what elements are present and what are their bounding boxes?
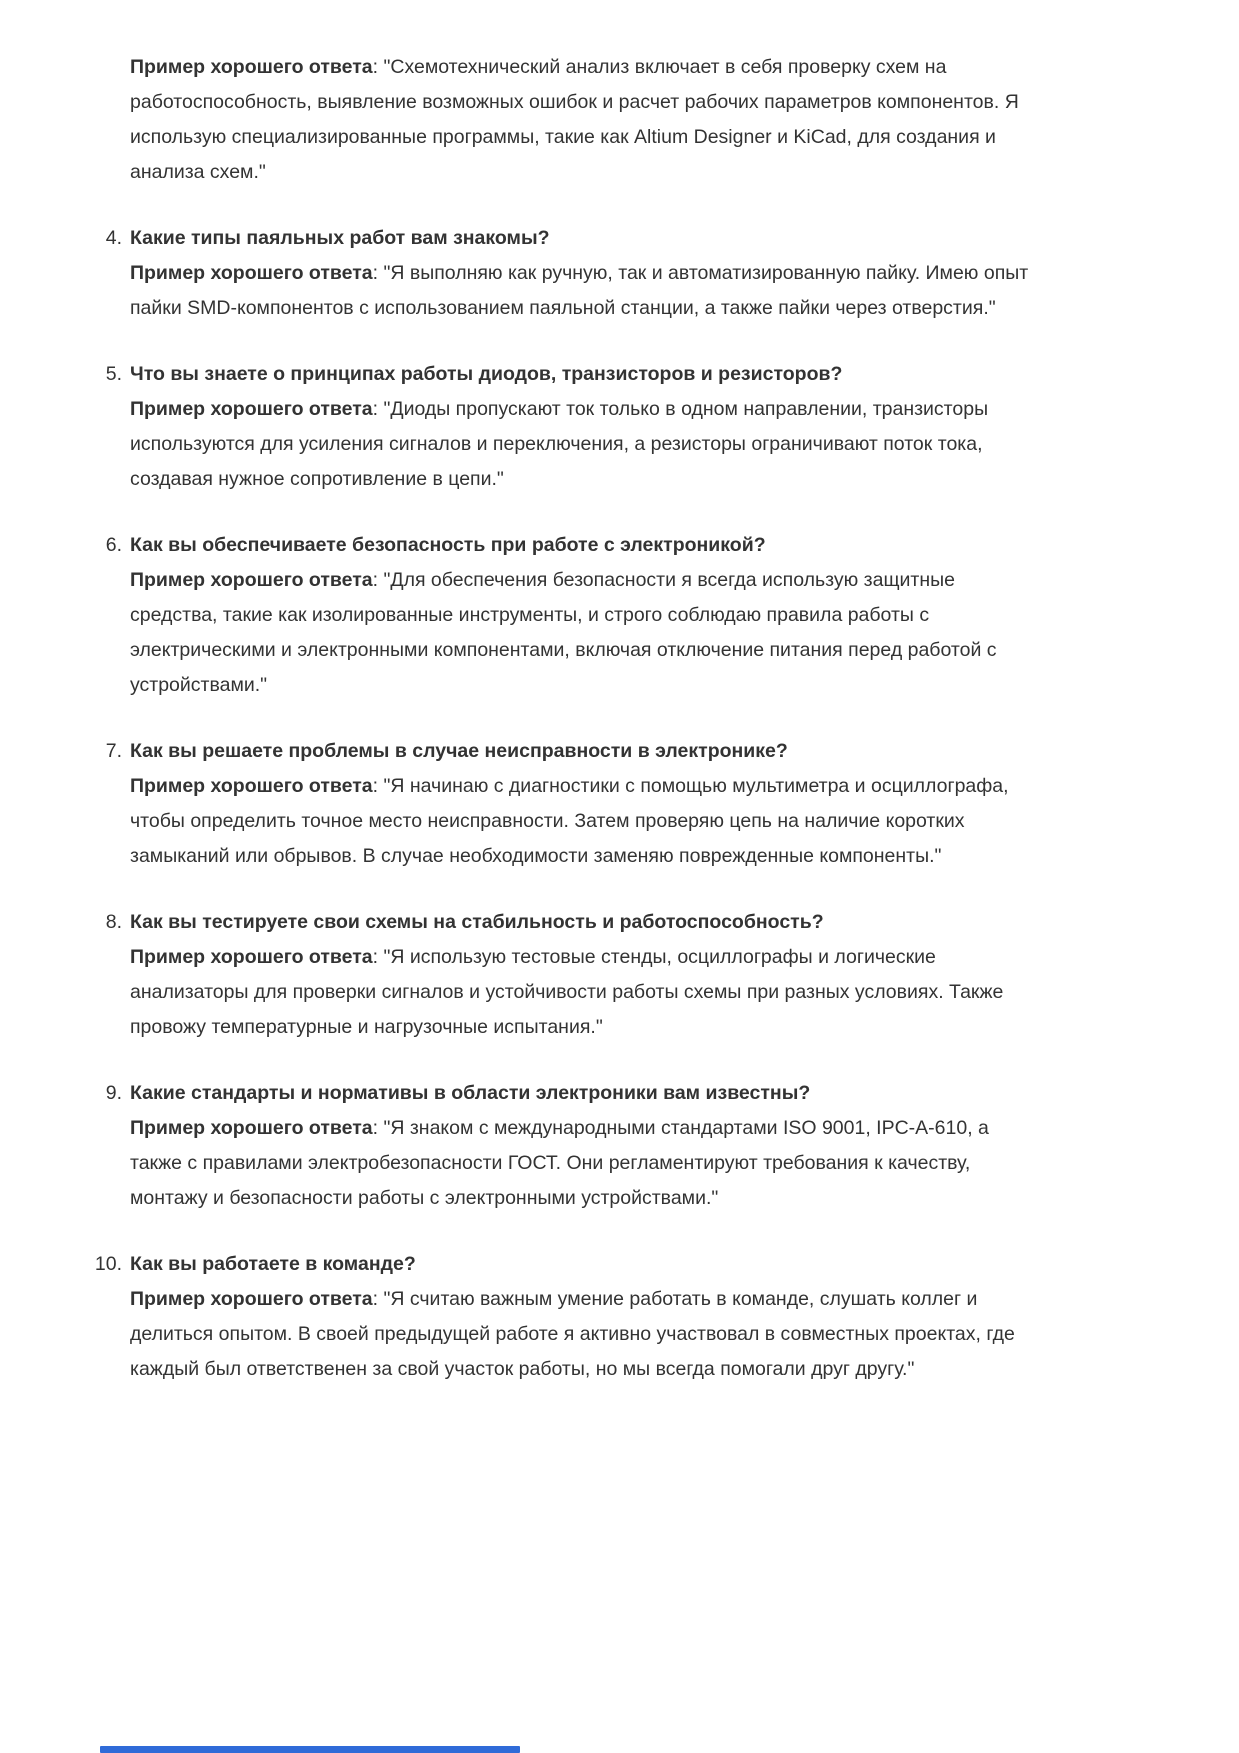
answer-label: Пример хорошего ответа (130, 262, 373, 284)
list-item (105, 905, 1029, 1045)
question-text: Как вы работаете в команде? (130, 1253, 416, 1275)
answer-paragraph (130, 1111, 1029, 1216)
question-row (105, 905, 1029, 940)
answer-paragraph (130, 769, 1029, 874)
answer-text: "Я использую тестовые стенды, осциллографы и логические анализаторы для проверки сигналов и устойчивости работы схемы при разных условиях. Также провожу температурные и нагрузочные испытания." (130, 946, 1004, 1038)
answer-paragraph (130, 563, 1029, 703)
question-row (105, 528, 1029, 563)
answer-separator: : (372, 398, 384, 420)
answer-text: "Я начинаю с диагностики с помощью мультиметра и осциллографа, чтобы определить точное место неисправности. Затем проверяю цепь на наличие коротких замыканий или обрывов. В случае необходимости заменяю поврежденные компоненты." (130, 775, 1009, 867)
list-item (105, 357, 1029, 497)
answer-paragraph (130, 392, 1029, 497)
answer-label: Пример хорошего ответа (130, 1288, 373, 1310)
question-list (94, 221, 1029, 1387)
answer-label: Пример хорошего ответа (130, 569, 373, 591)
answer-separator: : (372, 56, 384, 78)
answer-text: "Я выполняю как ручную, так и автоматизированную пайку. Имею опыт пайки SMD-компонентов с использованием паяльной станции, а также пайки через отверстия." (130, 262, 1029, 319)
item-number: 4. (105, 227, 122, 249)
question-text: Как вы обеспечиваете безопасность при работе с электроникой? (130, 534, 766, 556)
list-item (105, 1076, 1029, 1216)
question-row (105, 1076, 1029, 1111)
list-item (105, 221, 1029, 326)
question-row (94, 1247, 1029, 1282)
answer-separator: : (372, 569, 384, 591)
answer-paragraph (130, 940, 1029, 1045)
answer-separator: : (372, 262, 384, 284)
answer-label: Пример хорошего ответа (130, 775, 373, 797)
answer-label: Пример хорошего ответа (130, 1117, 373, 1139)
answer-separator: : (372, 775, 384, 797)
question-text: Какие стандарты и нормативы в области электроники вам известны? (130, 1082, 811, 1104)
bottom-accent-bar (100, 1746, 520, 1753)
answer-text: "Диоды пропускают ток только в одном направлении, транзисторы используются для усиления сигналов и переключения, а резисторы ограничивают поток тока, создавая нужное сопротивление в цепи." (130, 398, 989, 490)
item-number: 5. (105, 363, 122, 385)
answer-label: Пример хорошего ответа (130, 946, 373, 968)
list-item (105, 734, 1029, 874)
answer-separator: : (372, 946, 384, 968)
question-row (105, 221, 1029, 256)
answer-label: Пример хорошего ответа (130, 56, 373, 78)
answer-paragraph (130, 256, 1029, 326)
question-text: Как вы тестируете свои схемы на стабильность и работоспособность? (130, 911, 824, 933)
answer-text: "Схемотехнический анализ включает в себя проверку схем на работоспособность, выявление возможных ошибок и расчет рабочих параметров компонентов. Я использую специализированные программы, такие как Altium Designer и KiCad, для создания и анализа схем." (130, 56, 1019, 183)
answer-text: "Я знаком с международными стандартами ISO 9001, IPC-A-610, а также с правилами электробезопасности ГОСТ. Они регламентируют требования к качеству, монтажу и безопасности работы с электронными устройствами." (130, 1117, 989, 1209)
intro-answer-paragraph (130, 50, 1029, 190)
answer-text: "Для обеспечения безопасности я всегда использую защитные средства, такие как изолированные инструменты, и строго соблюдаю правила работы с электрическими и электронными компонентами, включая отключение питания перед работой с устройствами." (130, 569, 997, 696)
answer-separator: : (372, 1288, 384, 1310)
list-item (105, 528, 1029, 703)
list-item (94, 1247, 1029, 1387)
question-row (105, 734, 1029, 769)
question-text: Что вы знаете о принципах работы диодов, транзисторов и резисторов? (130, 363, 843, 385)
answer-separator: : (372, 1117, 384, 1139)
item-number: 9. (105, 1082, 122, 1104)
question-text: Как вы решаете проблемы в случае неисправности в электронике? (130, 740, 788, 762)
answer-paragraph (130, 1282, 1029, 1387)
item-number: 10. (94, 1253, 122, 1275)
answer-label: Пример хорошего ответа (130, 398, 373, 420)
question-row (105, 357, 1029, 392)
item-number: 6. (105, 534, 122, 556)
answer-text: "Я считаю важным умение работать в команде, слушать коллег и делиться опытом. В своей предыдущей работе я активно участвовал в совместных проектах, где каждый был ответственен за свой участок работы, но мы всегда помогали друг другу." (130, 1288, 1015, 1380)
item-number: 8. (105, 911, 122, 933)
item-number: 7. (105, 740, 122, 762)
question-text: Какие типы паяльных работ вам знакомы? (130, 227, 550, 249)
